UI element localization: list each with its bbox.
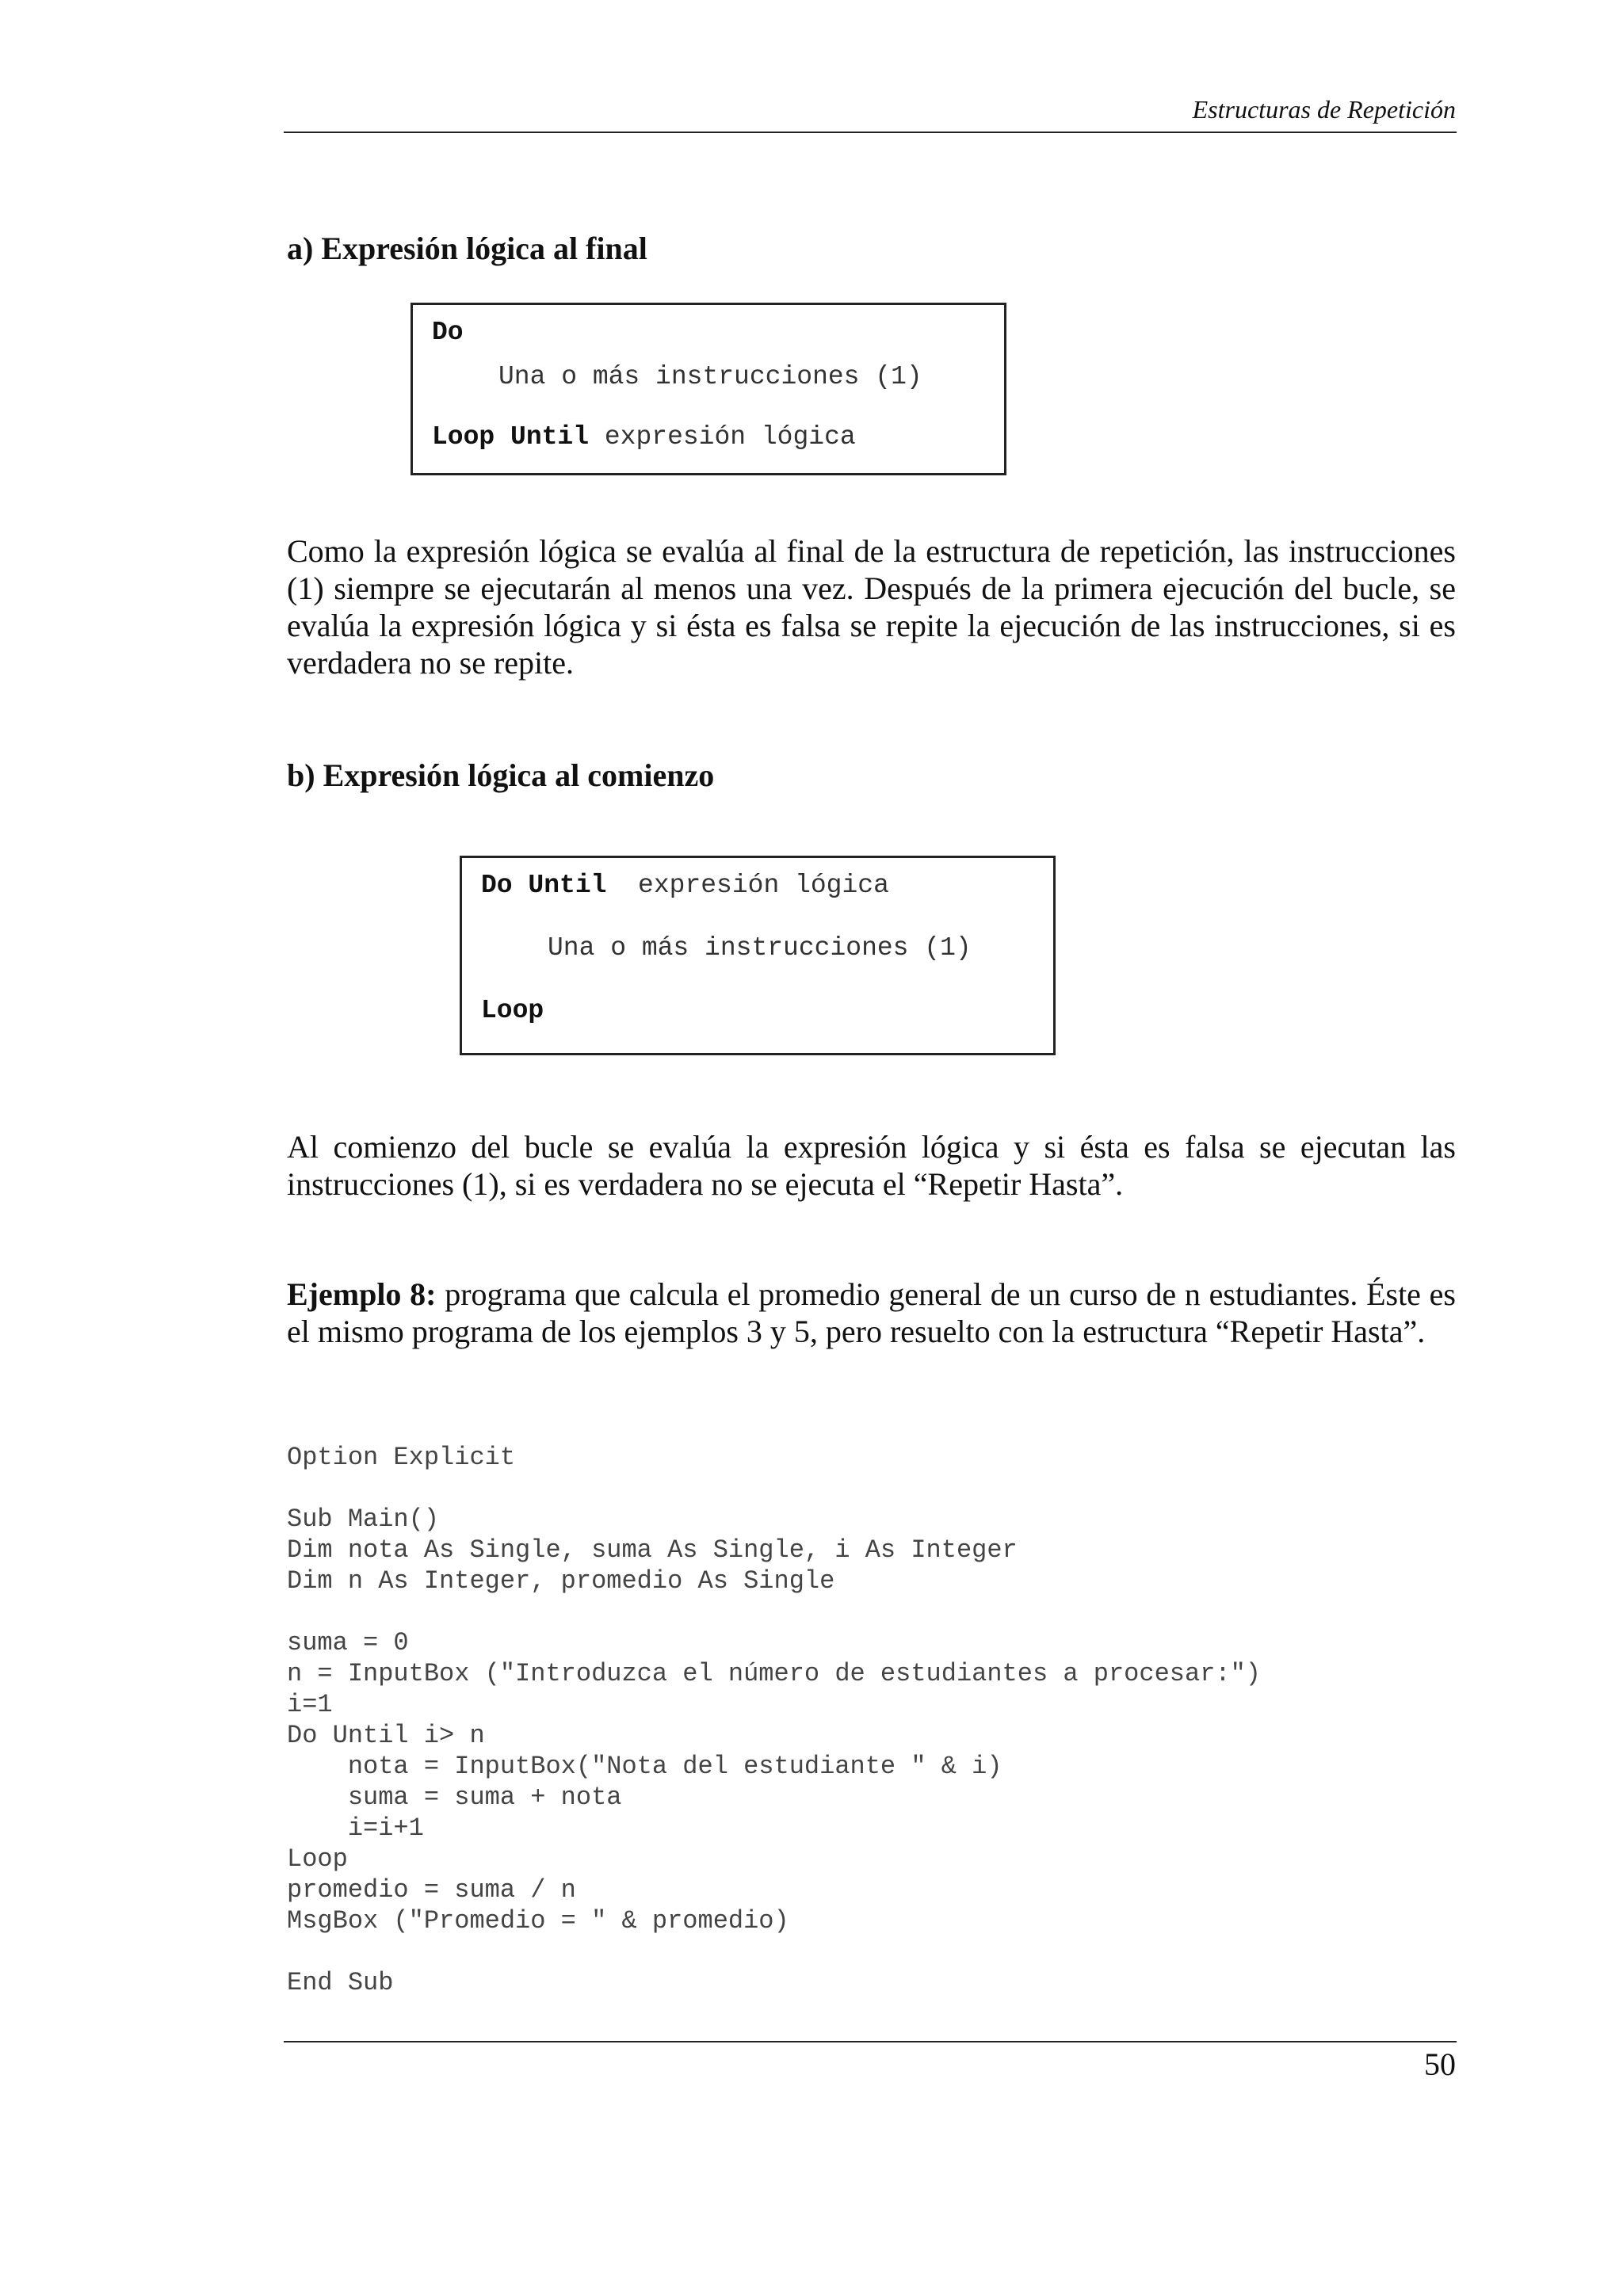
box-a-line2: Una o más instrucciones (1): [498, 362, 922, 391]
code-line: [287, 1936, 1261, 1967]
code-line: Do Until i> n: [287, 1721, 485, 1750]
code-listing: [287, 1442, 1261, 1998]
code-line: promedio = suma / n: [287, 1875, 576, 1905]
code-line: End Sub: [287, 1968, 394, 1997]
example-text: programa que calcula el promedio general de un curso de n estudiantes. Éste es el mismo programa de los ejemplos 3 y 5, pero resuelto con la estructura “Repetir Hasta”.: [287, 1276, 1456, 1349]
code-line: [287, 1596, 1261, 1627]
code-line: i=i+1: [287, 1814, 424, 1843]
footer-rule: [284, 2041, 1457, 2042]
section-a-paragraph: Como la expresión lógica se evalúa al final de la estructura de repetición, las instrucciones (1) siempre se ejecutarán al menos una vez. Después de la primera ejecución del bucle, se evalúa la expresión lógica y si ésta es falsa se repite la ejecución de las instrucciones, si es verdadera no se repite.: [287, 533, 1456, 681]
running-header: Estructuras de Repetición: [1192, 95, 1456, 124]
box-a-line3: Loop Until expresión lógica: [432, 422, 856, 452]
code-line: Loop: [287, 1844, 348, 1874]
code-line: MsgBox ("Promedio = " & promedio): [287, 1906, 789, 1936]
section-a-heading: a) Expresión lógica al final: [287, 231, 647, 266]
code-line: n = InputBox ("Introduzca el número de estudiantes a procesar:"): [287, 1659, 1261, 1688]
code-line: suma = 0: [287, 1628, 409, 1657]
code-line: Sub Main(): [287, 1505, 440, 1534]
header-rule: [284, 132, 1457, 133]
page-number: 50: [1424, 2046, 1456, 2082]
box-b-line3: Loop: [481, 996, 544, 1025]
example-paragraph: [287, 1276, 1456, 1350]
code-line: Dim n As Integer, promedio As Single: [287, 1566, 835, 1596]
code-line: suma = suma + nota: [287, 1783, 622, 1812]
section-b-paragraph: Al comienzo del bucle se evalúa la expresión lógica y si ésta es falsa se ejecutan las instrucciones (1), si es verdadera no se ejecuta el “Repetir Hasta”.: [287, 1129, 1456, 1202]
example-label: Ejemplo 8:: [287, 1276, 437, 1312]
code-line: Option Explicit: [287, 1443, 516, 1472]
box-b-line2: Una o más instrucciones (1): [548, 933, 972, 963]
syntax-box-a: [411, 303, 1006, 475]
box-a-line1: Do: [432, 318, 464, 347]
box-b-line1: Do Until expresión lógica: [481, 871, 889, 900]
section-b-heading: b) Expresión lógica al comienzo: [287, 757, 715, 793]
code-line: nota = InputBox("Nota del estudiante " & i): [287, 1752, 1002, 1781]
code-line: i=1: [287, 1690, 333, 1719]
code-line: Dim nota As Single, suma As Single, i As Integer: [287, 1535, 1018, 1565]
syntax-box-b: [460, 856, 1056, 1055]
code-line: [287, 1473, 1261, 1504]
